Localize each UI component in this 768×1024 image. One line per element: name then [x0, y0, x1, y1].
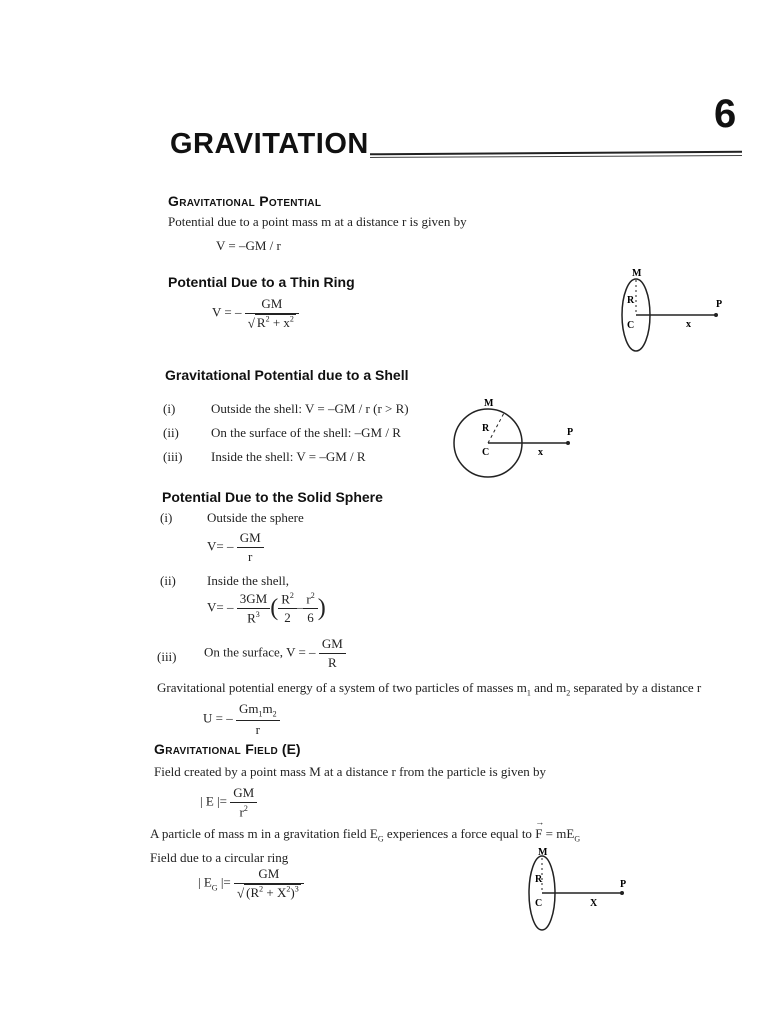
- ring-field-equation: [198, 866, 304, 901]
- fraction-numerator: 3GM: [237, 591, 270, 609]
- label-x: x: [686, 319, 691, 330]
- sphere-inside-equation: [207, 591, 326, 626]
- label-m: M: [632, 268, 642, 279]
- heading-gravitational-potential: Gravitational Potential: [168, 193, 322, 209]
- fraction-numerator: [236, 701, 280, 721]
- sphere-item-num: (i): [160, 510, 173, 525]
- fraction-denominator: √ $R^2 + x^2$: [247, 315, 294, 331]
- eq-lhs: | E: [198, 874, 212, 890]
- text-part: A particle of mass m in a gravitation field E: [150, 826, 378, 841]
- shell-item-text: Inside the shell: V = –GM / R: [211, 449, 366, 464]
- exponent: 2: [289, 315, 294, 324]
- shell-item-num: (iii): [163, 449, 183, 464]
- potential-energy-equation: [203, 701, 280, 738]
- minus-sign: –: [296, 599, 304, 615]
- open-paren: (: [270, 595, 279, 622]
- shell-item-num: (i): [163, 401, 176, 416]
- fraction-denominator: [237, 609, 270, 626]
- fraction: [303, 591, 317, 626]
- label-r: R: [482, 423, 490, 434]
- fraction-denominator: R: [327, 655, 337, 670]
- exponent: 2: [265, 315, 270, 324]
- exponent: 2: [286, 885, 291, 894]
- heading-shell: Gravitational Potential due to a Shell: [165, 367, 409, 383]
- radicand-x: + x: [269, 315, 290, 331]
- radicand-r: (R: [246, 885, 260, 901]
- heading-gravitational-field: [154, 741, 301, 759]
- exponent: 2: [243, 804, 248, 813]
- heading-thin-ring: Potential Due to a Thin Ring: [168, 274, 355, 290]
- sphere-item-num: (ii): [160, 573, 176, 588]
- text-part: Gravitational potential energy of a system of two particles of masses m: [157, 680, 527, 695]
- fraction: [234, 866, 304, 901]
- eq-lhs: V= –: [207, 599, 234, 615]
- sphere-item-num: (iii): [157, 649, 177, 664]
- radicand-x: + X: [263, 885, 287, 901]
- exponent: 3: [255, 610, 260, 619]
- ring-field-diagram: [520, 843, 635, 935]
- label-c: C: [482, 447, 490, 458]
- label-p: P: [567, 427, 574, 438]
- eq-lhs: V= –: [207, 538, 234, 554]
- label-x: x: [538, 447, 543, 458]
- shell-item-text: Outside the shell: V = –GM / r (r > R): [211, 401, 409, 416]
- fraction-numerator: GM: [319, 636, 346, 654]
- fraction: [278, 591, 297, 626]
- subscript: G: [211, 883, 218, 893]
- label-m: M: [484, 398, 494, 409]
- exponent: 3: [294, 885, 299, 894]
- fraction: [319, 636, 346, 671]
- label-c: C: [535, 898, 543, 909]
- fraction-denominator: 2: [284, 610, 291, 626]
- fraction: [237, 591, 270, 626]
- field-equation: [200, 785, 257, 820]
- title-rule-thin: [370, 155, 742, 158]
- label-r: R: [627, 295, 635, 306]
- point-mass-equation: V = –GM / r: [216, 238, 281, 253]
- eq-lhs: On the surface, V = –: [204, 644, 316, 660]
- shell-item-text: On the surface of the shell: –GM / R: [211, 425, 401, 440]
- text-part: experiences a force equal to: [383, 826, 536, 841]
- fraction-numerator: [278, 591, 297, 609]
- fraction-numerator: GM: [230, 785, 257, 803]
- sphere-item-text: Outside the sphere: [207, 510, 304, 525]
- force-vector: → F: [535, 817, 545, 841]
- fraction-denominator: [230, 803, 257, 820]
- text-part: = mE: [542, 826, 575, 841]
- ring-field-intro: Field due to a circular ring: [150, 850, 289, 865]
- fraction: [236, 701, 280, 738]
- shell-item-num: (ii): [163, 425, 179, 440]
- force-statement: [150, 817, 581, 844]
- fraction-denominator: √ $(R^2 + X^2)^3$: [237, 885, 299, 901]
- base: R: [247, 610, 256, 626]
- sphere-surface-equation: [204, 636, 346, 671]
- label-r: R: [535, 874, 543, 885]
- chapter-title: GRAVITATION: [170, 128, 369, 160]
- subscript: 2: [566, 688, 571, 698]
- fraction-numerator: GM: [245, 296, 299, 314]
- text-part: separated by a distance r: [570, 680, 702, 695]
- base: Gm: [238, 701, 259, 716]
- base: r: [306, 591, 311, 607]
- eq-lhs: U = –: [203, 710, 233, 726]
- fraction-denominator: 6: [307, 610, 314, 626]
- fraction-numerator: GM: [234, 866, 304, 884]
- label-c: C: [627, 320, 635, 331]
- eq-lhs: V = –: [212, 304, 242, 320]
- base: m: [262, 701, 273, 716]
- base: R: [281, 591, 290, 607]
- sphere-item-text: Inside the shell,: [207, 573, 289, 588]
- heading-text: Gravitational Field: [154, 741, 279, 757]
- text-part: and m: [530, 680, 567, 695]
- label-m: M: [538, 847, 548, 858]
- heading-suffix: (E): [278, 741, 301, 757]
- eq-lhs: |=: [217, 874, 231, 890]
- subscript: 1: [258, 709, 263, 719]
- label-p: P: [620, 879, 627, 890]
- field-intro: Field created by a point mass M at a distance r from the particle is given by: [154, 764, 547, 779]
- label-p: P: [716, 299, 723, 310]
- eq-lhs: | E |=: [200, 793, 227, 809]
- thin-ring-equation: [212, 296, 299, 331]
- fraction: [237, 530, 264, 565]
- exponent: 2: [310, 591, 315, 600]
- subscript: G: [574, 834, 581, 844]
- exponent: 2: [259, 885, 264, 894]
- exponent: 2: [289, 591, 294, 600]
- subscript: 1: [526, 688, 531, 698]
- close-paren: ): [290, 885, 295, 901]
- fraction-denominator: r: [255, 721, 260, 737]
- fraction: [245, 296, 299, 331]
- subscript: 2: [272, 709, 277, 719]
- fraction-numerator: GM: [237, 530, 264, 548]
- force-symbol: F: [535, 826, 543, 841]
- fraction-numerator: [303, 591, 317, 609]
- label-x: X: [590, 898, 598, 909]
- radicand-r: R: [256, 315, 266, 331]
- shell-diagram: [450, 395, 585, 485]
- close-paren: ): [317, 595, 326, 622]
- subscript: G: [377, 834, 384, 844]
- chapter-number: 6: [714, 92, 737, 136]
- point-mass-intro: Potential due to a point mass m at a distance r is given by: [168, 214, 467, 229]
- sphere-outside-equation: [207, 530, 264, 565]
- potential-energy-text: [157, 680, 701, 698]
- base: r: [239, 804, 244, 820]
- thin-ring-diagram: [610, 265, 735, 360]
- fraction: [230, 785, 257, 820]
- fraction-denominator: r: [248, 549, 253, 564]
- heading-solid-sphere: Potential Due to the Solid Sphere: [162, 489, 383, 505]
